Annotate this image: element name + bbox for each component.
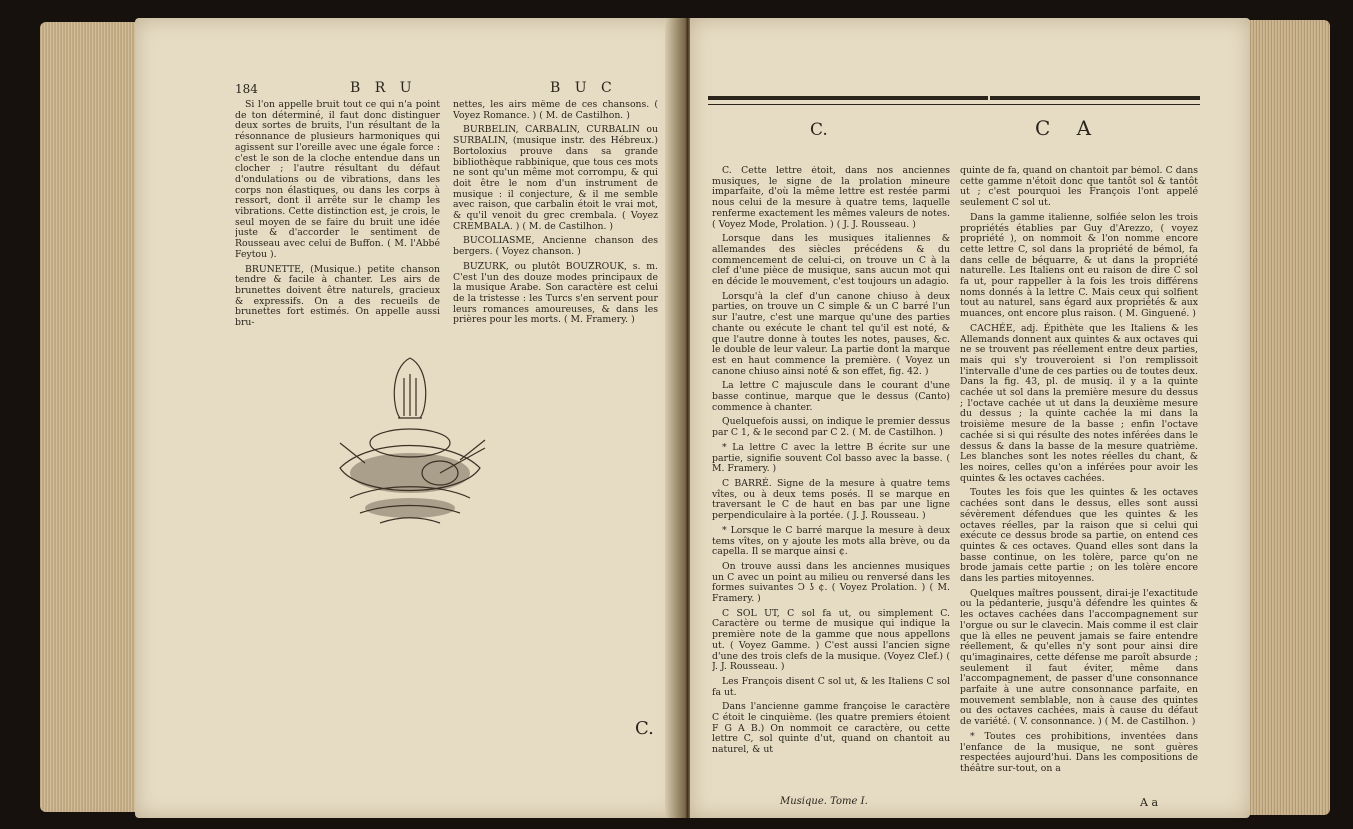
entry-buzurk: BUZURK, ou plutôt BOUZROUK, s. m. C'est l'un des douze modes principaux de la musique Arabe. Son caractère est celui de la tristesse : les Turcs s'en servent pour leurs romances amoureuses, & dans les prières pour les morts. ( M. Framery. ): [453, 260, 658, 326]
page-number: 184: [235, 82, 258, 96]
signature-mark: C.: [635, 718, 654, 739]
thin-rule: [708, 104, 1200, 105]
paragraph-canone: Lorsqu'à la clef d'un canone chiuso à deux parties, on trouve un C simple & un C barré l'un sur l'autre, c'est une marque qu'une des parties chante ou exécute le chant tel qu'il est noté, & que l'autre donne à toutes les notes, pauses, &c. le double de leur valeur. La partie dont la marque est en haut commence la première. ( Voyez un canone chiuso ainsi noté & son effet, fig. 42. ): [712, 290, 950, 377]
paragraph-quelques-maitres: Quelques maîtres poussent, dirai-je l'exactitude ou la pédanterie, jusqu'à défendre les quintes & les octaves cachées dans l'accompagnement sur l'orgue ou sur le clavecin. Mais comme il est clair que là elles ne peuvent jamais se faire entendre réellement, & qu'elles n'y sont pour ainsi dire qu'imaginaires, cette défense me paroît absurde ; seulement il faut éviter, même dans l'accompagnement, de passer d'une consonnance parfaite à une autre consonnance parfaite, en mouvement semblable, non à cause des quintes ou des octaves cachées, mais à cause du défaut de variété. ( V. consonnance. ) ( M. de Castilhon. ): [960, 587, 1198, 728]
signature-mark: A a: [1140, 796, 1158, 809]
lyre-vignette-illustration: [320, 348, 500, 538]
left-page-column-1: [235, 100, 440, 340]
open-book: [40, 12, 1330, 824]
right-page-column-1: [712, 166, 950, 786]
paragraph-ancienne-gamme: Dans l'ancienne gamme françoise le caractère C étoit le cinquième. (les quatre premiers étoient F G A B.) On nommoit ce caractère, ou cette lettre C, sol quinte d'ut, quand on chantoit au naturel, & ut: [712, 701, 950, 756]
entry-cachee: CACHÉE, adj. Épithète que les Italiens & les Allemands donnent aux quintes & aux octaves qui ne se trouvent pas réellement entre deux parties, mais qui s'y trouveroient si l'on remplissoit l'intervalle d'une de ces parties ou de toutes deux. Dans la fig. 43, pl. de musiq. il y a la quinte cachée ut sol dans la première mesure du dessus ; l'octave cachée ut ut dans la deuxième mesure du dessus ; la quinte cachée la mi dans la troisième mesure de la basse ; enfin l'octave cachée si si qui résulte des notes inférées dans le dessus & dans la basse de la mesure quatrième. Les blanches sont les notes réelles du chant, & les noires, celles qu'on a inférées pour avoir les quintes & les octaves cachées.: [960, 322, 1198, 484]
entry-c-barre: C BARRÉ. Signe de la mesure à quatre tems vîtes, ou à deux tems posés. Il se marque en traversant le C de haut en bas par une ligne perpendiculaire à la portée. ( J. J. Rousseau. ): [712, 477, 950, 522]
paragraph-francois: Les François disent C sol ut, & les Italiens C sol fa ut.: [712, 675, 950, 698]
paragraph-quinte-de-fa: quinte de fa, quand on chantoit par bémol. C dans cette gamme n'étoit donc que tantôt sol & tantôt ut ; c'est pourquoi les François l'ont appelé seulement C sol ut.: [960, 166, 1198, 209]
paragraph-prohibitions: * Toutes ces prohibitions, inventées dans l'enfance de la musique, ne sont guères respectées aujourd'hui. Dans les compositions de théâtre sur-tout, on a: [960, 730, 1198, 774]
entry-brunette: BRUNETTE, (Musique.) petite chanson tendre & facile à chanter. Les airs de brunettes doivent être naturels, gracieux & expressifs. On a des recueils de brunettes fort estimés. On appelle aussi bru-: [235, 263, 440, 329]
volume-footer: Musique. Tome I.: [780, 796, 868, 807]
entry-bucoliasme: BUCOLIASME, Ancienne chanson des bergers. ( Voyez chanson. ): [453, 235, 658, 258]
entry-c: C. Cette lettre étoit, dans nos anciennes musiques, le signe de la prolation mineure imparfaite, d'où la même lettre est restée parmi nous celui de la mesure à quatre tems, laquelle renferme exactement les mêmes valeurs de notes. ( Voyez Mode, Prolation. ) ( J. J. Rousseau. ): [712, 166, 950, 230]
paragraph-premier-dessus: Quelquefois aussi, on indique le premier dessus par C 1, & le second par C 2. ( M. de Castilhon. ): [712, 416, 950, 439]
left-page-column-2: [453, 100, 658, 340]
running-head-right: B U C: [550, 80, 617, 96]
paragraph-c-point: On trouve aussi dans les anciennes musiques un C avec un point au milieu ou renversé dans les formes suivantes Ↄ ʖ ¢. ( Voyez Prolation. ) ( M. Framery. ): [712, 560, 950, 605]
right-page-column-2: [960, 166, 1198, 791]
paragraph-canto: La lettre C majuscule dans le courant d'une basse continue, marque que le dessus (Canto) commence à chanter.: [712, 380, 950, 413]
entry-burbelin: BURBELIN, CARBALIN, CURBALIN ou SURBALIN, (musique instr. des Hébreux.) Bortoloxius prouve dans sa grande bibliothèque rabbinique, que tous ces mots ne sont qu'un même mot corrompu, & qui doit être le nom d'un instrument de musique : il conjecture, & il me semble avec raison, que carbalin étoit le vrai mot, & qu'il venoit du grec crembala. ( Voyez CREMBALA. ) ( M. de Castilhon. ): [453, 124, 658, 232]
running-head-left: B R U: [350, 80, 417, 96]
ornamental-rule-right: [990, 96, 1200, 100]
section-letter: C.: [810, 120, 828, 140]
ornamental-rule-left: [708, 96, 988, 100]
paragraph-bruit: Si l'on appelle bruit tout ce qui n'a point de ton déterminé, il faut donc distinguer deux sortes de bruits, l'un résultant de la résonnance de plusieurs harmoniques qui agissent sur l'oreille avec une égale force : c'est le son de la cloche entendue dans un clocher ; l'autre résultant du défaut d'ondulations ou de vibrations, dans les corps non élastiques, ou dans les corps à ressort, dont il arrête sur le champ les vibrations. Cette distinction est, je crois, le seul moyen de se faire du bruit une idée juste & d'accorder le sentiment de Rousseau avec celui de Buffon. ( M. l'Abbé Feytou ).: [235, 100, 440, 260]
right-page: [690, 18, 1250, 818]
paragraph-adagio: Lorsque dans les musiques italiennes & allemandes des siècles précédens & du commencement de celui-ci, on trouve un C à la clef d'une pièce de musique, sans aucun mot qui en décide le mouvement, c'est toujours un adagio.: [712, 233, 950, 288]
paragraph-col-basso: * La lettre C avec la lettre B écrite sur une partie, signifie souvent Col basso avec la basse. ( M. Framery. ): [712, 441, 950, 475]
paragraph-gamme-italienne: Dans la gamme italienne, solfiée selon les trois propriétés établies par Guy d'Arezzo, ( voyez propriété ), on nommoit & l'on nomme encore cette lettre C, sol dans la propriété de bémol, fa dans celle de béquarre, & ut dans la propriété naturelle. Les Italiens ont eu raison de dire C sol fa ut, pour rappeller à la fois les trois différens noms donnés à la lettre C. Mais ceux qui solfient tout au naturel, sans égard aux propriétés & aux muances, ont encore plus raison. ( M. Ginguené. ): [960, 211, 1198, 320]
paragraph-alla-breve: * Lorsque le C barré marque la mesure à deux tems vîtes, on y ajoute les mots alla brève, ou da capella. Il se marque ainsi ¢.: [712, 524, 950, 558]
left-page: [135, 18, 680, 818]
section-title: C A: [1035, 116, 1102, 140]
paragraph-toutes-les-fois: Toutes les fois que les quintes & les octaves cachées sont dans le dessus, elles sont aussi sévèrement défendues que les quintes & les octaves réelles, par la raison que si celui qui exécute ce dessus brode sa partie, on entend ces quintes & ces octaves. Quand elles sont dans la basse continue, on les tolère, parce qu'on ne brode jamais cette partie ; on les tolère encore dans les parties mitoyennes.: [960, 487, 1198, 585]
paragraph-continuation: nettes, les airs même de ces chansons. ( Voyez Romance. ) ( M. de Castilhon. ): [453, 100, 658, 121]
entry-c-sol-ut: C SOL UT, C sol fa ut, ou simplement C. Caractère ou terme de musique qui indique la première note de la gamme que nous appellons ut. ( Voyez Gamme. ) C'est aussi l'ancien signe d'une des trois clefs de la musique. (Voyez Clef.) ( J. J. Rousseau. ): [712, 607, 950, 673]
